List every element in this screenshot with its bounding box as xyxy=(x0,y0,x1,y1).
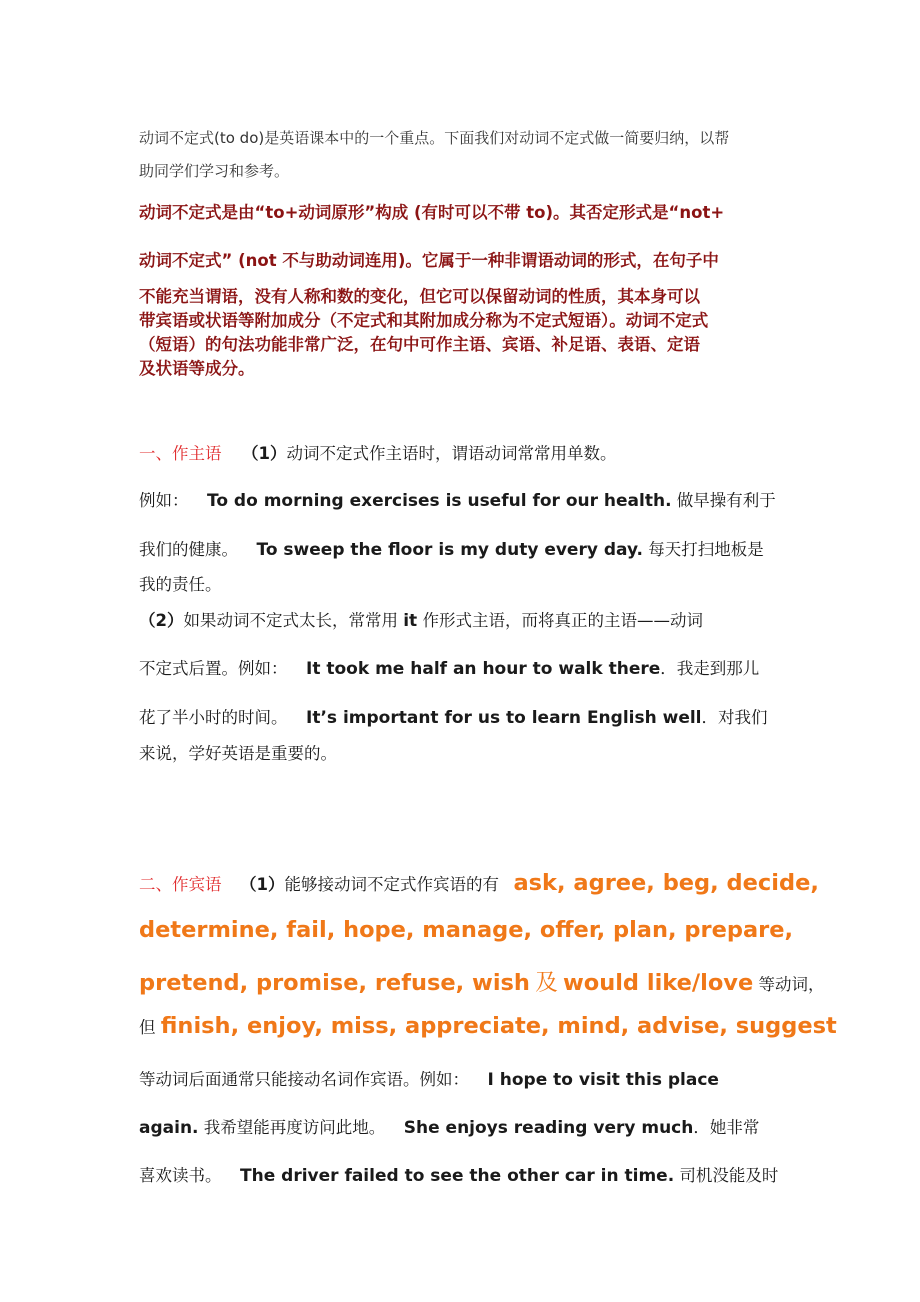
example2-chinese: 每天打扫地板是 xyxy=(642,540,764,559)
definition-line-3: 不能充当谓语，没有人称和数的变化，但它可以保留动词的性质，其本身可以 xyxy=(139,287,700,306)
example4-english: It’s important for us to learn English well xyxy=(306,708,702,728)
s2-example3-english: The driver failed to see the other car in time. xyxy=(240,1166,675,1186)
example-label: 例如： xyxy=(139,491,189,510)
but-word: 但 xyxy=(139,1018,156,1037)
example3-english: It took me half an hour to walk there xyxy=(306,659,661,679)
section1-example1-line xyxy=(139,487,776,511)
section2-example1-line xyxy=(139,1066,719,1090)
gerund-verbs-line xyxy=(139,1013,837,1039)
intro-line-2: 助同学们学习和参考。 xyxy=(139,162,290,180)
section1-rule1-number: （1） xyxy=(242,444,287,463)
section1-rule1-line xyxy=(139,440,616,464)
section1-rule1-text: 动词不定式作主语时，谓语动词常常用单数。 xyxy=(286,444,617,463)
section2-example3-line xyxy=(139,1162,778,1186)
example3-chinese: ．我走到那儿 xyxy=(660,659,760,678)
section1-example4-line xyxy=(139,704,768,728)
s2-example2-chinese-cont: 喜欢读书。 xyxy=(139,1166,222,1185)
section2-heading: 二、作宾语 xyxy=(139,875,222,894)
s2-example1-english-b: again. xyxy=(139,1118,199,1138)
s2-example2-english: She enjoys reading very much xyxy=(403,1118,694,1138)
section1-rule2-line xyxy=(139,607,703,631)
section2-rule1-line xyxy=(139,870,819,896)
section2-rule1-number: （1） xyxy=(240,875,285,894)
verb-list-e: finish, enjoy, miss, appreciate, mind, advise, suggest xyxy=(160,1013,837,1039)
example2-chinese-cont: 我的责任。 xyxy=(139,575,222,594)
section1-rule2-text-c: 不定式后置。例如： xyxy=(139,659,288,678)
intro-line-1: 动词不定式(to do)是英语课本中的一个重点。下面我们对动词不定式做一简要归纳，以帮 xyxy=(139,129,730,147)
s2-example1-chinese: 我希望能再度访问此地。 xyxy=(198,1118,386,1137)
definition-line-4: 带宾语或状语等附加成分（不定式和其附加成分称为不定式短语）。动词不定式 xyxy=(139,311,709,330)
s2-example3-chinese: 司机没能及时 xyxy=(674,1166,779,1185)
and-word: 及 xyxy=(535,970,558,996)
section1-heading: 一、作主语 xyxy=(139,444,222,463)
s2-example1-english-a: I hope to visit this place xyxy=(487,1070,719,1090)
gerund-text: 等动词后面通常只能接动名词作宾语。例如： xyxy=(139,1070,469,1089)
section1-example2-line xyxy=(139,536,764,560)
example1-chinese-cont: 我们的健康。 xyxy=(139,540,238,559)
definition-line-2: 动词不定式” (not 不与助动词连用)。它属于一种非谓语动词的形式，在句子中 xyxy=(139,251,719,270)
section2-rule1-text: 能够接动词不定式作宾语的有 xyxy=(284,875,499,894)
verb-list-a: ask, agree, beg, decide, xyxy=(513,870,819,896)
verb-list-b: determine, fail, hope, manage, offer, plan, prepare, xyxy=(139,917,794,943)
example1-english: To do morning exercises is useful for our health. xyxy=(207,491,672,511)
definition-line-6: 及状语等成分。 xyxy=(139,359,255,378)
section1-rule2-text-a: 如果动词不定式太长，常常用 xyxy=(183,611,404,630)
example4-chinese: ．对我们 xyxy=(701,708,768,727)
verb-list-c: pretend, promise, refuse, wish xyxy=(139,970,530,996)
section1-rule2-number: （2） xyxy=(139,611,184,630)
example2-english: To sweep the floor is my duty every day. xyxy=(256,540,643,560)
s2-example2-chinese: ．她非常 xyxy=(693,1118,760,1137)
verb-list-tail: 等动词， xyxy=(758,975,825,994)
definition-line-1: 动词不定式是由“to+动词原形”构成 (有时可以不带 to)。其否定形式是“not+ xyxy=(139,203,725,222)
verb-list-d: would like/love xyxy=(562,970,754,996)
section2-example2-line xyxy=(139,1114,759,1138)
example4-chinese-cont: 来说，学好英语是重要的。 xyxy=(139,744,337,763)
definition-line-5: （短语）的句法功能非常广泛，在句中可作主语、宾语、补足语、表语、定语 xyxy=(139,335,700,354)
section1-example3-line xyxy=(139,655,759,679)
verb-list-c-line xyxy=(139,965,824,997)
section1-rule2-text-b: 作形式主语，而将真正的主语——动词 xyxy=(417,611,703,630)
example3-chinese-cont: 花了半小时的时间。 xyxy=(139,708,288,727)
example1-chinese: 做早操有利于 xyxy=(671,491,776,510)
section1-rule2-it: it xyxy=(403,611,418,631)
